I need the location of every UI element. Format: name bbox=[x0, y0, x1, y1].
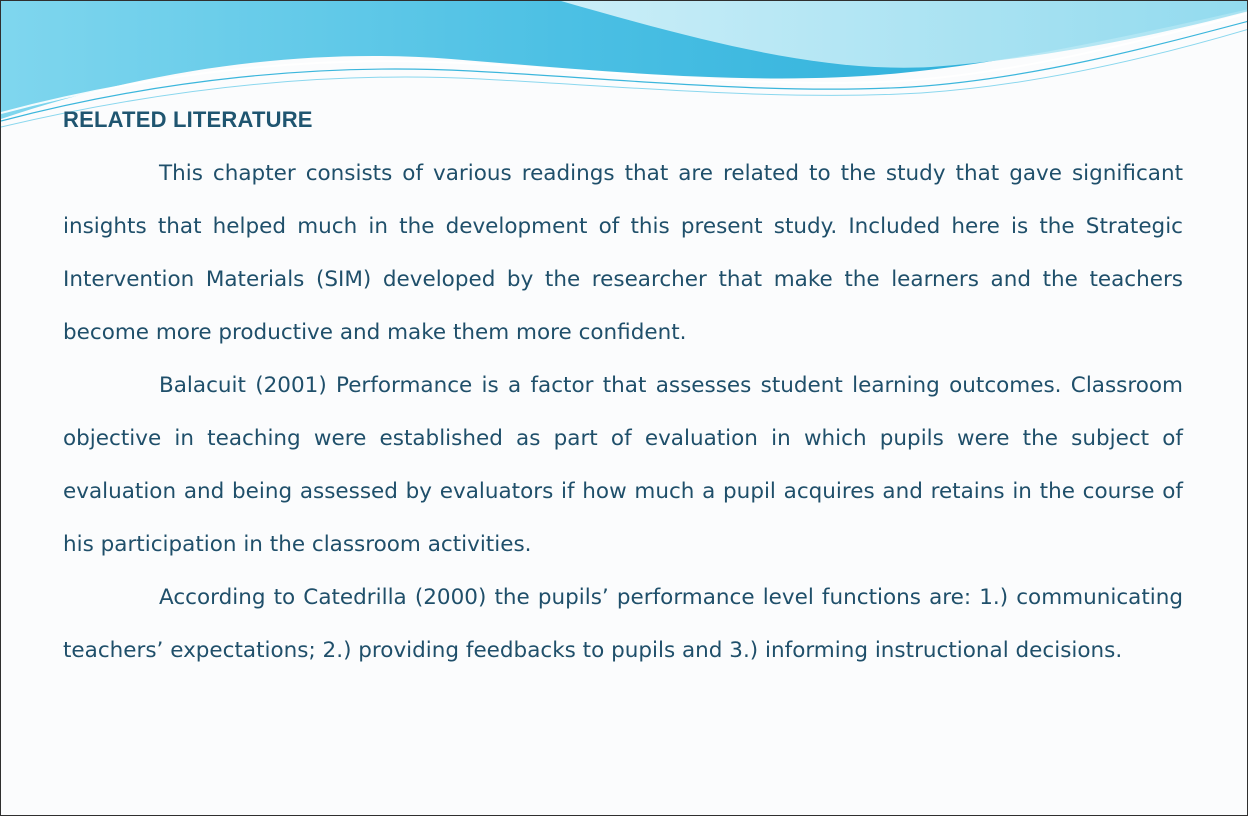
paragraph-intro: This chapter consists of various readings that are related to the study that gave significant insights that helped much in the development of this present study. Included here is the Strategic Intervention Materials (SIM) developed by the researcher that make the learners and the teachers become more productive and make them more confident. bbox=[63, 161, 1183, 345]
body-text bbox=[63, 147, 1183, 677]
page-title: RELATED LITERATURE bbox=[63, 107, 313, 132]
paragraph-balacuit: Balacuit (2001) Performance is a factor that assesses student learning outcomes. Classroom objective in teaching were established as part of evaluation in which pupils were the subject of evaluation and being assessed by evaluators if how much a pupil acquires and retains in the course of his participation in the classroom activities. bbox=[63, 373, 1183, 557]
paragraph-catedrilla: According to Catedrilla (2000) the pupils’ performance level functions are: 1.) communicating teachers’ expectations; 2.) providing feedbacks to pupils and 3.) informing instructional decisions. bbox=[63, 585, 1183, 663]
